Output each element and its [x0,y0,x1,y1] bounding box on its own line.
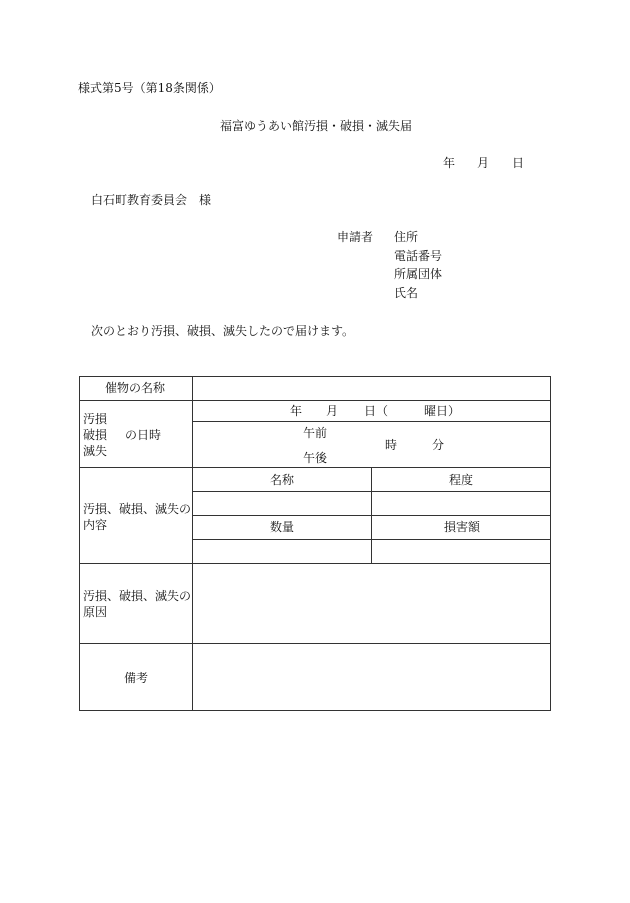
content-degree-field[interactable] [372,492,550,515]
time-minute: 分 [432,438,445,452]
remarks-field[interactable] [193,644,550,710]
date-row-weekday: 曜日） [424,404,461,418]
date-year: 年 [443,156,456,170]
cause-label-line1: 汚損、破損、滅失の [83,589,192,603]
datetime-label-loss: 滅失 [83,444,108,458]
applicant-label: 申請者 [337,230,374,244]
datetime-label-break: 破損 [83,428,108,442]
time-hour: 時 [385,438,398,452]
time-am: 午前 [303,426,328,440]
content-label-line1: 汚損、破損、滅失の [83,502,192,516]
content-header-degree: 程度 [449,473,474,487]
applicant-address-label: 住所 [394,230,419,244]
recipient: 白石町教育委員会 様 [91,193,212,207]
date-day: 日 [512,156,525,170]
datetime-label-suffix: の日時 [125,428,162,442]
content-label-line2: 内容 [83,518,108,532]
datetime-label-soil: 汚損 [83,412,108,426]
event-name-label: 催物の名称 [105,381,166,395]
time-pm: 午後 [303,451,328,465]
event-name-field[interactable] [193,377,550,400]
applicant-phone-label: 電話番号 [394,249,443,263]
content-header-quantity: 数量 [270,520,295,534]
applicant-name-label: 氏名 [394,286,419,300]
cause-field[interactable] [193,564,550,643]
remarks-label: 備考 [124,671,149,685]
form-number: 様式第5号（第18条関係） [78,81,221,95]
damage-report-table [79,376,551,711]
date-row-year: 年 [290,404,303,418]
date-row-day: 日（ [364,404,389,418]
date-month: 月 [477,156,490,170]
applicant-organization-label: 所属団体 [394,267,443,281]
content-quantity-field[interactable] [193,540,371,563]
date-row-month: 月 [326,404,339,418]
content-header-name: 名称 [270,473,295,487]
cause-label-line2: 原因 [83,605,108,619]
content-damage-field[interactable] [372,540,550,563]
content-header-damage: 損害額 [444,520,481,534]
intro-text: 次のとおり汚損、破損、滅失したので届けます。 [91,324,355,338]
content-name-field[interactable] [193,492,371,515]
document-title: 福富ゆうあい館汚損・破損・滅失届 [220,119,413,133]
